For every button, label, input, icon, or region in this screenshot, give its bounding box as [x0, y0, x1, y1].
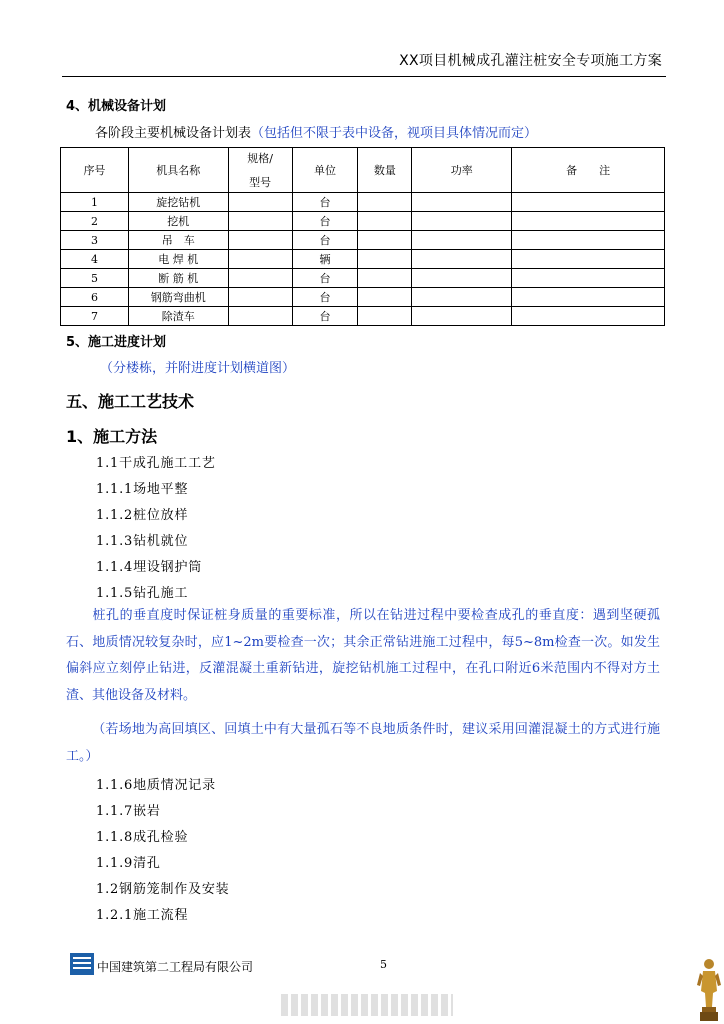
item-1-1-5: 1.1.5钻孔施工	[96, 586, 189, 601]
item-1-1-7: 1.1.7嵌岩	[96, 804, 161, 819]
cell-note	[512, 288, 665, 307]
cell-no: 2	[61, 212, 129, 231]
item-1-1-8: 1.1.8成孔检验	[96, 830, 189, 845]
backfill-paragraph-text: （若场地为高回填区、回填土中有大量孤石等不良地质条件时，建议采用回灌混凝土的方式进行施工。）	[66, 722, 660, 764]
header-qty: 数量	[358, 148, 412, 193]
cell-name: 吊 车	[128, 231, 228, 250]
header-unit: 单位	[292, 148, 358, 193]
drilling-paragraph	[66, 603, 660, 709]
item-1-1-2: 1.1.2桩位放样	[96, 508, 189, 523]
header-spec-line1: 规格/	[247, 152, 273, 165]
cell-power	[412, 307, 512, 326]
watermark-strip	[281, 994, 453, 1016]
footer-company-name: 中国建筑第二工程局有限公司	[97, 960, 254, 974]
table-row	[61, 250, 665, 269]
header-divider	[62, 76, 666, 77]
table-caption-main: 各阶段主要机械设备计划表	[95, 126, 252, 141]
table-row	[61, 307, 665, 326]
page-number: 5	[380, 958, 387, 971]
cell-name: 断 筋 机	[128, 269, 228, 288]
cell-unit: 台	[292, 212, 358, 231]
item-1-1-1: 1.1.1场地平整	[96, 482, 189, 497]
cell-spec	[228, 250, 292, 269]
cell-note	[512, 193, 665, 212]
cell-no: 3	[61, 231, 129, 250]
cell-no: 4	[61, 250, 129, 269]
cell-qty	[358, 288, 412, 307]
table-row	[61, 193, 665, 212]
cell-note	[512, 231, 665, 250]
cell-spec	[228, 193, 292, 212]
item-1-1: 1.1干成孔施工工艺	[96, 456, 216, 471]
cell-spec	[228, 231, 292, 250]
cell-power	[412, 250, 512, 269]
cell-unit: 台	[292, 193, 358, 212]
cell-note	[512, 269, 665, 288]
equipment-table	[60, 147, 665, 326]
cell-note	[512, 307, 665, 326]
document-header-title: XX项目机械成孔灌注桩安全专项施工方案	[399, 53, 662, 69]
cell-name: 电 焊 机	[128, 250, 228, 269]
cell-spec	[228, 269, 292, 288]
cell-qty	[358, 269, 412, 288]
cell-qty	[358, 307, 412, 326]
table-row	[61, 288, 665, 307]
header-spec	[228, 148, 292, 193]
item-1-1-6: 1.1.6地质情况记录	[96, 778, 216, 793]
cell-qty	[358, 193, 412, 212]
header-note: 备 注	[512, 148, 665, 193]
cell-qty	[358, 212, 412, 231]
item-1-1-3: 1.1.3钻机就位	[96, 534, 189, 549]
table-header-row	[61, 148, 665, 193]
table-caption	[95, 122, 537, 141]
header-no: 序号	[61, 148, 129, 193]
cell-no: 1	[61, 193, 129, 212]
cell-unit: 辆	[292, 250, 358, 269]
section-4-heading: 4、机械设备计划	[66, 99, 167, 114]
cell-no: 6	[61, 288, 129, 307]
header-spec-line2: 型号	[249, 176, 272, 189]
company-logo-icon	[70, 953, 94, 975]
drilling-paragraph-text: 桩孔的垂直度时保证桩身质量的重要标准，所以在钻进过程中要检查成孔的垂直度：遇到坚硬孤石、地质情况较复杂时，应1~2m要检查一次；其余正常钻进施工过程中，每5~8m检查一次。如发生偏斜应立刻停止钻进，反灌混凝土重新钻进，旋挖钻机施工过程中，在孔口附近6米范围内不得对方土渣、其他设备及材料。	[66, 608, 660, 703]
table-caption-note: （包括但不限于表中设备，视项目具体情况而定）	[251, 126, 538, 141]
backfill-paragraph	[66, 717, 660, 770]
cell-note	[512, 212, 665, 231]
table-row	[61, 269, 665, 288]
cell-name: 旋挖钻机	[128, 193, 228, 212]
cell-spec	[228, 212, 292, 231]
item-1-2: 1.2钢筋笼制作及安装	[96, 882, 230, 897]
cell-power	[412, 193, 512, 212]
cell-unit: 台	[292, 288, 358, 307]
cell-name: 挖机	[128, 212, 228, 231]
cell-power	[412, 269, 512, 288]
trophy-figure-icon	[696, 955, 722, 1023]
header-power: 功率	[412, 148, 512, 193]
cell-power	[412, 212, 512, 231]
construction-method-heading: 1、施工方法	[66, 427, 158, 446]
cell-power	[412, 231, 512, 250]
cell-qty	[358, 250, 412, 269]
cell-unit: 台	[292, 269, 358, 288]
table-row	[61, 212, 665, 231]
cell-qty	[358, 231, 412, 250]
chapter-5-heading: 五、施工工艺技术	[66, 392, 195, 411]
cell-note	[512, 250, 665, 269]
cell-no: 7	[61, 307, 129, 326]
section-5-heading: 5、施工进度计划	[66, 335, 167, 350]
cell-spec	[228, 307, 292, 326]
item-1-2-1: 1.2.1施工流程	[96, 908, 189, 923]
header-name: 机具名称	[128, 148, 228, 193]
item-1-1-4: 1.1.4埋设钢护筒	[96, 560, 203, 575]
table-row	[61, 231, 665, 250]
cell-power	[412, 288, 512, 307]
cell-name: 钢筋弯曲机	[128, 288, 228, 307]
item-1-1-9: 1.1.9清孔	[96, 856, 161, 871]
cell-name: 除渣车	[128, 307, 228, 326]
cell-spec	[228, 288, 292, 307]
cell-unit: 台	[292, 231, 358, 250]
section-5-note: （分楼栋，并附进度计划横道图）	[100, 361, 296, 376]
cell-no: 5	[61, 269, 129, 288]
cell-unit: 台	[292, 307, 358, 326]
